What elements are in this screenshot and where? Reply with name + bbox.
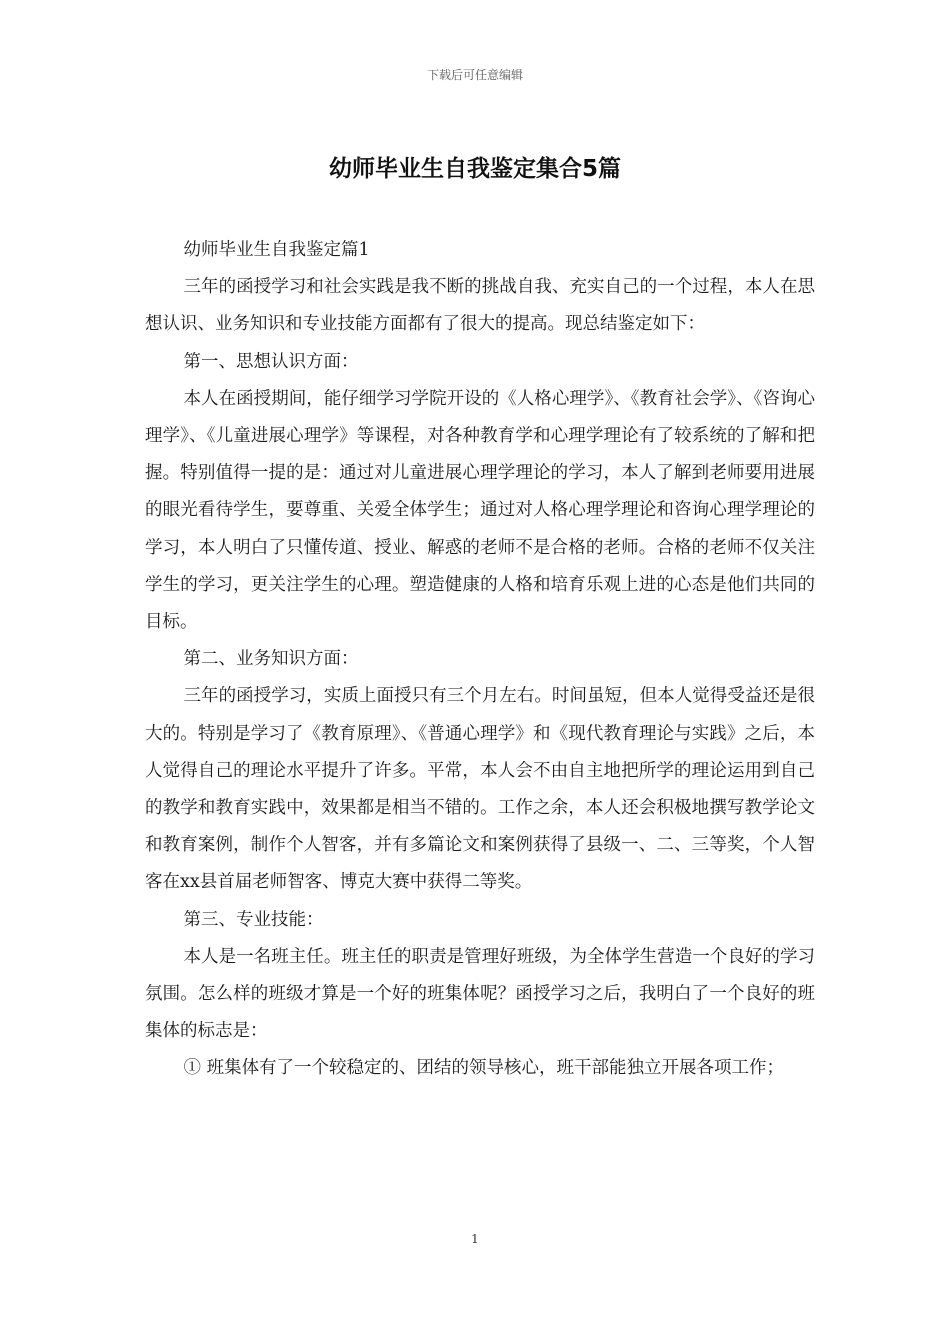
section-heading-business-knowledge: 第二、业务知识方面：	[183, 649, 359, 670]
page-header-note: 下载后可任意编辑	[426, 68, 523, 82]
section-heading-article-1: 幼师毕业生自我鉴定篇1	[183, 240, 370, 260]
document-body	[145, 232, 815, 1088]
ideology-paragraph: 本人在函授期间，能仔细学习学院开设的《人格心理学》、《教育社会学》、《咨询心理学》、《儿童进展心理学》等课程，对各种教育学和心理学理论有了较系统的了解和把握。特别值得一提的是：通过对儿童进展心理学理论的学习，本人了解到老师要用进展的眼光看待学生，要尊重、关爱全体学生；通过对人格心理学理论和咨询心理学理论的学习，本人明白了只懂传道、授业、解惑的老师不是合格的老师。合格的老师不仅关注学生的学习，更关注学生的心理。塑造健康的人格和培育乐观上进的心态是他们共同的目标。	[145, 388, 815, 633]
document-title: 幼师毕业生自我鉴定集合5篇	[328, 156, 621, 182]
list-item-1: ① 班集体有了一个较稳定的、团结的领导核心，班干部能独立开展各项工作；	[183, 1058, 785, 1079]
intro-paragraph: 三年的函授学习和社会实践是我不断的挑战自我、充实自己的一个过程，本人在思想认识、业务知识和专业技能方面都有了很大的提高。现总结鉴定如下：	[145, 277, 815, 335]
section-heading-ideology: 第一、思想认识方面：	[183, 351, 359, 372]
page-number: 1	[471, 1232, 479, 1246]
section-heading-professional-skills: 第三、专业技能：	[183, 909, 324, 930]
business-knowledge-paragraph: 三年的函授学习，实质上面授只有三个月左右。时间虽短，但本人觉得受益还是很大的。特别是学习了《教育原理》、《普通心理学》和《现代教育理论与实践》之后，本人觉得自己的理论水平提升了许多。平常，本人会不由自主地把所学的理论运用到自己的教学和教育实践中，效果都是相当不错的。工作之余，本人还会积极地撰写教学论文和教育案例，制作个人智客，并有多篇论文和案例获得了县级一、二、三等奖，个人智客在xx县首届老师智客、博克大赛中获得二等奖。	[145, 686, 815, 893]
professional-skills-paragraph: 本人是一名班主任。班主任的职责是管理好班级，为全体学生营造一个良好的学习氛围。怎么样的班级才算是一个好的班集体呢？函授学习之后，我明白了一个良好的班集体的标志是：	[145, 946, 815, 1042]
